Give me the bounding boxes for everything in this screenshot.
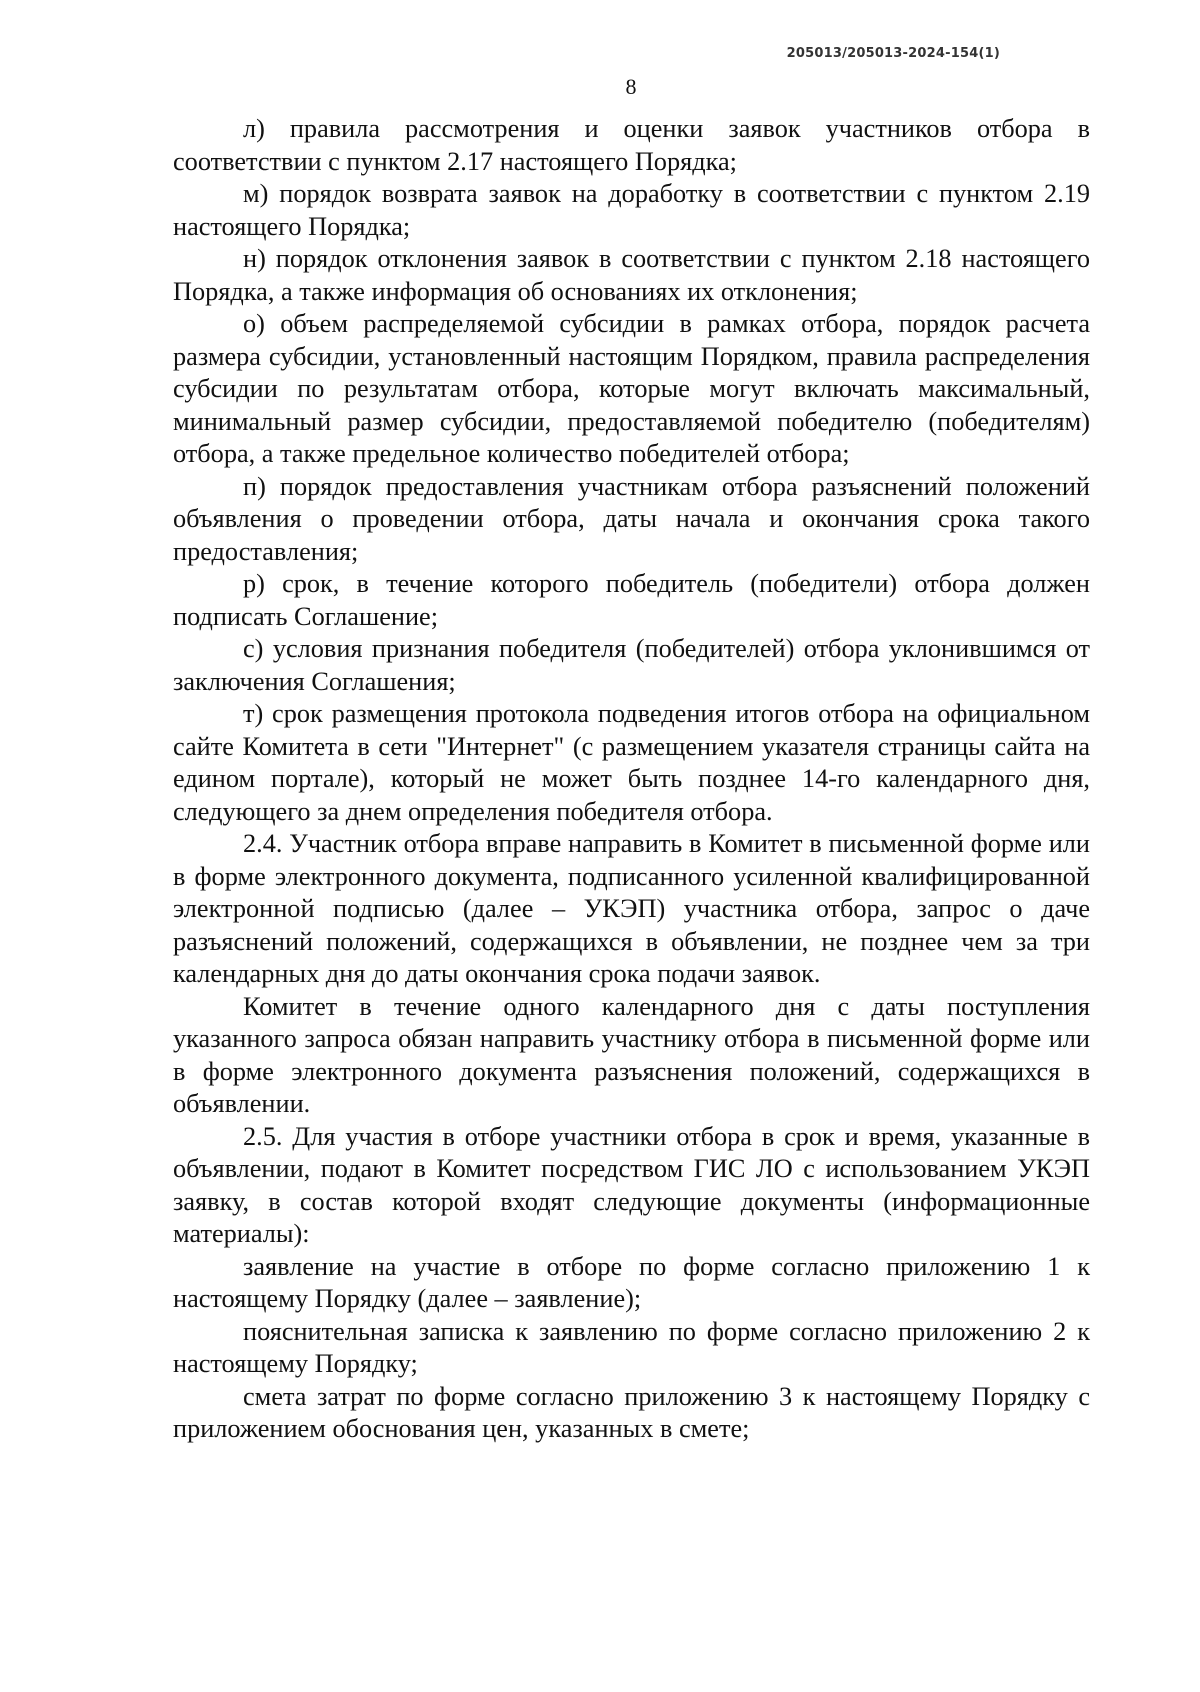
paragraph: н) порядок отклонения заявок в соответствии с пунктом 2.18 настоящего Порядка, а также информация об основаниях их отклонения; — [173, 244, 1090, 306]
paragraph: пояснительная записка к заявлению по форме согласно приложению 2 к настоящему Порядку; — [173, 1316, 1090, 1378]
paragraph: т) срок размещения протокола подведения итогов отбора на официальном сайте Комитета в сети "Интернет" (с размещением указателя страницы сайта на едином портале), который не может быть позднее 14-го календарного дня, следующего за днем определения победителя отбора. — [173, 699, 1090, 826]
paragraph: Комитет в течение одного календарного дня с даты поступления указанного запроса обязан направить участнику отбора в письменной форме или в форме электронного документа разъяснения положений, содержащихся в объявлении. — [173, 991, 1090, 1118]
paragraph: л) правила рассмотрения и оценки заявок участников отбора в соответствии с пунктом 2.17 настоящего Порядка; — [173, 114, 1090, 176]
paragraph: п) порядок предоставления участникам отбора разъяснений положений объявления о проведении отбора, даты начала и окончания срока такого предоставления; — [173, 471, 1090, 566]
paragraph: р) срок, в течение которого победитель (победители) отбора должен подписать Соглашение; — [173, 569, 1090, 631]
page-number: 8 — [625, 74, 637, 99]
paragraph: о) объем распределяемой субсидии в рамках отбора, порядок расчета размера субсидии, установленный настоящим Порядком, правила распределения субсидии по результатам отбора, которые могут включать максимальный, минимальный размер субсидии, предоставляемой победителю (победителям) отбора, а также предельное количество победителей отбора; — [173, 309, 1090, 468]
paragraph: смета затрат по форме согласно приложению 3 к настоящему Порядку с приложением обоснования цен, указанных в смете; — [173, 1381, 1090, 1443]
paragraph: с) условия признания победителя (победителей) отбора уклонившимся от заключения Соглашения; — [173, 634, 1090, 696]
paragraph: м) порядок возврата заявок на доработку в соответствии с пунктом 2.19 настоящего Порядка; — [173, 179, 1090, 241]
document-id: 205013/205013-2024-154(1) — [786, 46, 1000, 61]
paragraph: заявление на участие в отборе по форме согласно приложению 1 к настоящему Порядку (далее – заявление); — [173, 1251, 1090, 1313]
paragraph: 2.5. Для участия в отборе участники отбора в срок и время, указанные в объявлении, подают в Комитет посредством ГИС ЛО с использованием УКЭП заявку, в состав которой входят следующие документы (информационные материалы): — [173, 1121, 1090, 1248]
paragraph: 2.4. Участник отбора вправе направить в Комитет в письменной форме или в форме электронного документа, подписанного усиленной квалифицированной электронной подписью (далее – УКЭП) участника отбора, запрос о даче разъяснений положений, содержащихся в объявлении, не позднее чем за три календарных дня до даты окончания срока подачи заявок. — [173, 829, 1090, 988]
document-body — [173, 113, 1090, 1446]
